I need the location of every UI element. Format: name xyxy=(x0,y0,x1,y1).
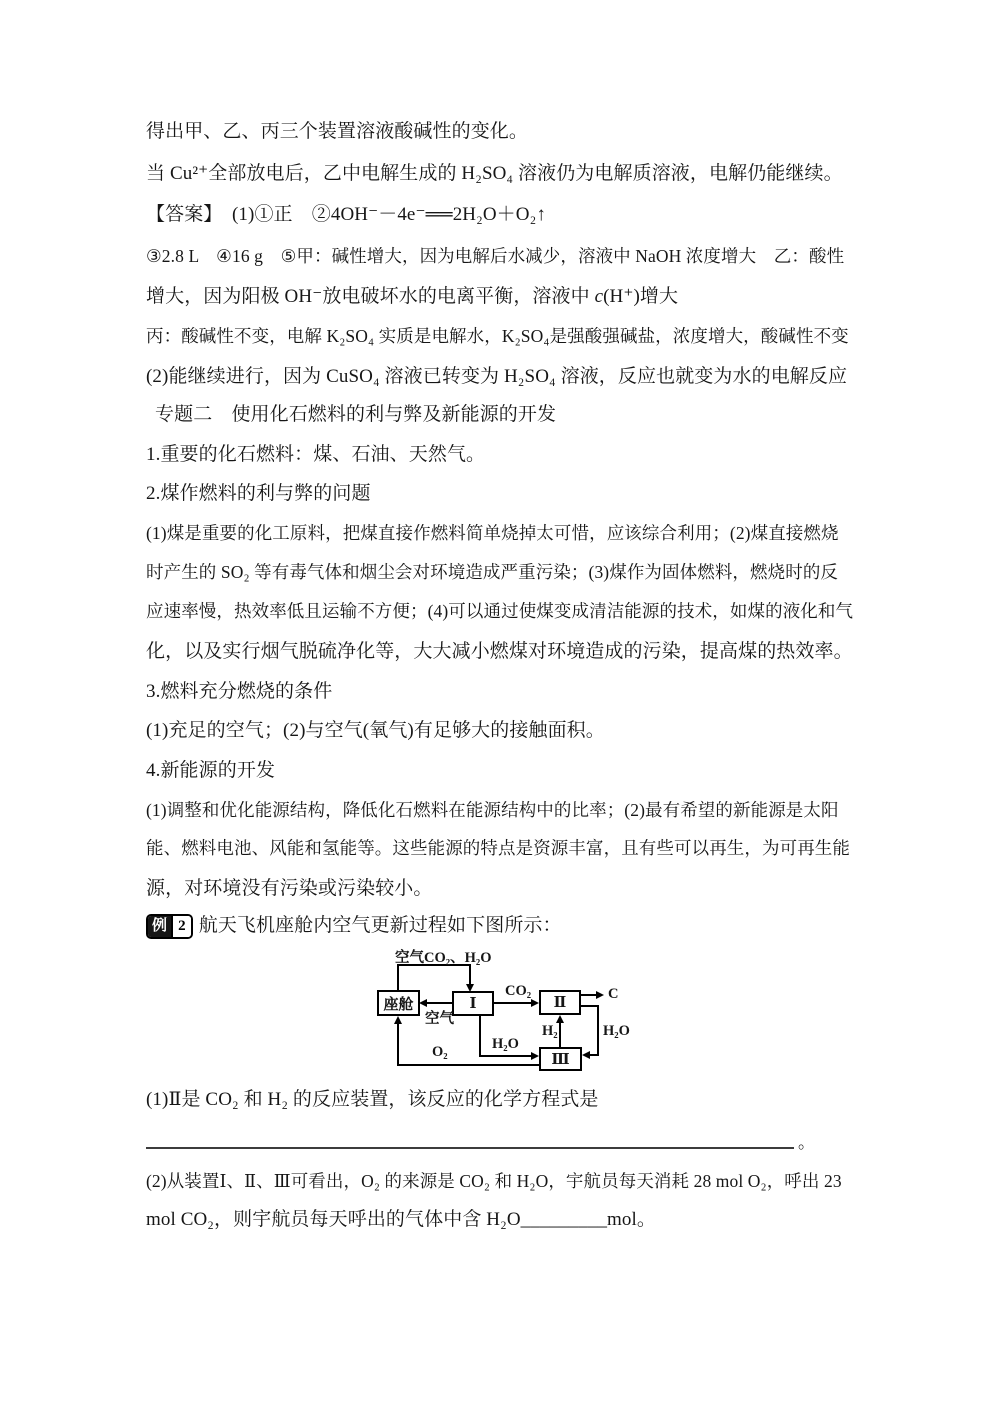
text-line-05-part1: 增大，因为阳极 OH⁻放电破坏水的电离平衡，溶液中 xyxy=(146,286,595,307)
italic-c-symbol: c xyxy=(594,286,604,307)
air-line xyxy=(424,1002,452,1004)
feed-line-down xyxy=(469,964,471,986)
air-label: 空气 xyxy=(425,1011,454,1027)
question-2-line-1: (2)从装置Ⅰ、Ⅱ、Ⅲ可看出，O₂ 的来源是 CO₂ 和 H₂O，宇航员每天消耗 28 mol O₂，呼出 23 xyxy=(146,1171,842,1191)
text-line-09: 1.重要的化石燃料：煤、石油、天然气。 xyxy=(146,444,486,465)
o2-line-vert xyxy=(397,1021,399,1066)
cabin-box: 座舱 xyxy=(377,990,420,1016)
h2o-mid-line-vert xyxy=(479,1016,481,1056)
h2o-mid-label: H₂O xyxy=(492,1036,519,1052)
text-line-14: 化，以及实行烟气脱硫净化等，大大减小燃煤对环境造成的污染，提高煤的热效率。 xyxy=(146,641,853,662)
answer-blank-rule xyxy=(146,1147,794,1149)
text-line-10: 2.煤作燃料的利与弊的问题 xyxy=(146,483,371,504)
text-line-12: 时产生的 SO₂ 等有毒气体和烟尘会对环境造成严重污染；(3)煤作为固体燃料，燃烧时的反 xyxy=(146,562,839,582)
example-badge xyxy=(146,914,193,939)
h2-line xyxy=(559,1020,561,1047)
arrow-into-unit2-icon xyxy=(531,999,539,1007)
text-line-02: 当 Cu²⁺全部放电后，乙中电解生成的 H₂SO₄ 溶液仍为电解质溶液，电解仍能继续。 xyxy=(146,163,843,184)
h2-label: H₂ xyxy=(542,1023,558,1039)
arrow-into-unit3-left-icon xyxy=(531,1052,539,1060)
answer-blank-period: 。 xyxy=(798,1133,815,1152)
air-renewal-diagram xyxy=(340,944,685,1094)
c-label: C xyxy=(608,986,619,1002)
co2-label: CO₂ xyxy=(505,983,532,999)
text-line-11: (1)煤是重要的化工原料，把煤直接作燃料简单烧掉太可惜，应该综合利用；(2)煤直接燃烧 xyxy=(146,523,839,543)
text-line-19: 能、燃料电池、风能和氢能等。这些能源的特点是资源丰富，且有些可以再生，为可再生能 xyxy=(146,838,850,858)
text-line-20: 源，对环境没有污染或污染较小。 xyxy=(146,878,433,899)
h2o-right-line-vert xyxy=(597,1005,599,1056)
unit-1-box: Ⅰ xyxy=(452,991,494,1016)
feed-line-up xyxy=(397,964,399,990)
h2o-mid-line-horiz xyxy=(479,1055,534,1057)
text-line-05-part2: (H⁺)增大 xyxy=(603,286,679,307)
example-2-line xyxy=(146,912,562,939)
text-line-05 xyxy=(146,283,678,310)
arrow-into-unit2-bottom-icon xyxy=(556,1015,564,1023)
o2-line-horiz xyxy=(397,1064,539,1066)
o2-label: O₂ xyxy=(432,1044,448,1060)
example-badge-tag: 例 xyxy=(148,916,171,937)
unit-2-box: Ⅱ xyxy=(539,990,581,1015)
example-intro-text: 航天飞机座舱内空气更新过程如下图所示： xyxy=(198,915,562,936)
arrow-into-cabin-icon xyxy=(419,999,427,1007)
text-line-17: 4.新能源的开发 xyxy=(146,760,276,781)
text-line-15: 3.燃料充分燃烧的条件 xyxy=(146,681,333,702)
h2o-right-label: H₂O xyxy=(603,1023,630,1039)
text-line-04: ③2.8 L ④16 g ⑤甲：碱性增大，因为电解后水减少，溶液中 NaOH 浓度增大 乙：酸性 xyxy=(146,246,845,266)
text-line-16: (1)充足的空气；(2)与空气(氧气)有足够大的接触面积。 xyxy=(146,720,605,741)
text-line-13: 应速率慢，热效率低且运输不方便；(4)可以通过使煤变成清洁能源的技术，如煤的液化和气 xyxy=(146,601,854,621)
arrow-into-unit1-icon xyxy=(466,984,474,992)
text-line-06: 丙：酸碱性不变，电解 K₂SO₄ 实质是电解水，K₂SO₄是强酸强碱盐，浓度增大，酸碱性不变 xyxy=(146,326,849,346)
example-badge-number: 2 xyxy=(171,916,191,937)
co2-line xyxy=(494,1002,534,1004)
answer-line: 【答案】 (1)①正 ②4OH⁻－4e⁻══2H₂O＋O₂↑ xyxy=(146,204,546,225)
arrow-into-unit3-right-icon xyxy=(582,1051,590,1059)
text-line-18: (1)调整和优化能源结构，降低化石燃料在能源结构中的比率；(2)最有希望的新能源是太阳 xyxy=(146,800,839,820)
question-2-line-2: mol CO₂，则宇航员每天呼出的气体中含 H₂O_________mol。 xyxy=(146,1209,657,1230)
arrow-into-cabin-bottom-icon xyxy=(394,1016,402,1024)
question-1: (1)Ⅱ是 CO₂ 和 H₂ 的反应装置，该反应的化学方程式是 xyxy=(146,1089,599,1110)
arrow-to-c-icon xyxy=(596,991,604,999)
text-line-07: (2)能继续进行，因为 CuSO₄ 溶液已转变为 H₂SO₄ 溶液，反应也就变为水的电解反应 xyxy=(146,366,848,387)
feed-label: 空气CO₂、H₂O xyxy=(395,950,492,966)
text-line-01: 得出甲、乙、丙三个装置溶液酸碱性的变化。 xyxy=(146,121,529,142)
topic-heading: 专题二 使用化石燃料的利与弊及新能源的开发 xyxy=(155,404,557,425)
unit-3-box: Ⅲ xyxy=(539,1047,582,1071)
